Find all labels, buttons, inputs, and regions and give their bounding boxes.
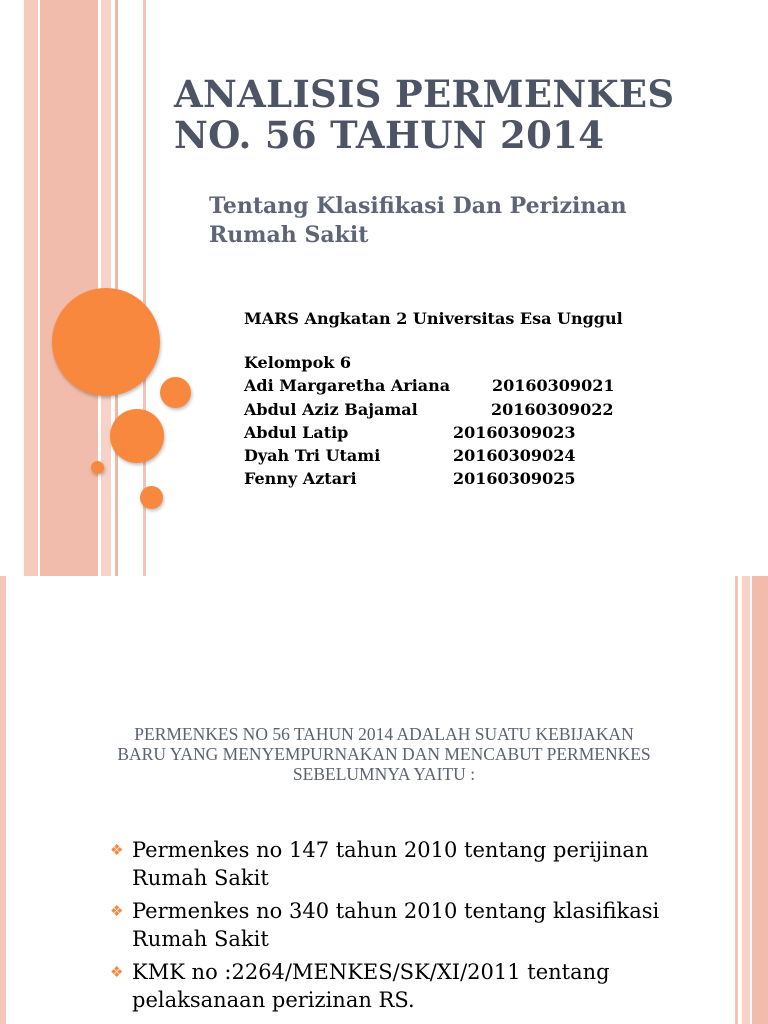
decor-stripe — [752, 576, 768, 1024]
member-nim: 20160309024 — [453, 446, 576, 466]
decor-stripe — [735, 576, 738, 1024]
decor-circle-tiny — [91, 461, 104, 474]
content-slide — [0, 576, 768, 1024]
member-name: Abdul Aziz Bajamal — [244, 399, 418, 419]
intro-line: SEBELUMNYA YAITU : — [292, 764, 476, 784]
member-name: Adi Margaretha Ariana — [244, 376, 451, 396]
intro-line: PERMENKES NO 56 TAHUN 2014 ADALAH SUATU KEBIJAKAN — [134, 724, 634, 744]
list-item-line: Rumah Sakit — [132, 927, 269, 951]
page-title — [174, 74, 674, 156]
member-row — [244, 421, 623, 444]
decor-stripe — [0, 576, 6, 1024]
member-nim: 20160309021 — [492, 376, 615, 396]
decor-circle-large — [52, 288, 160, 396]
regulation-list — [108, 836, 692, 1019]
member-row — [244, 398, 623, 421]
title-line: ANALISIS PERMENKES — [174, 72, 675, 116]
organization-label: MARS Angkatan 2 Universitas Esa Unggul — [244, 309, 623, 328]
diamond-bullet-icon: ❖ — [110, 963, 124, 981]
member-nim: 20160309022 — [491, 399, 614, 419]
diamond-bullet-icon: ❖ — [110, 902, 124, 920]
member-row — [244, 374, 623, 397]
member-name: Dyah Tri Utami — [244, 446, 381, 466]
decor-stripe — [742, 576, 750, 1024]
list-item — [108, 836, 692, 892]
subtitle-line: Tentang Klasifikasi Dan Perizinan — [209, 193, 627, 219]
decor-circle-medium — [110, 409, 164, 463]
member-name: Abdul Latip — [244, 422, 349, 442]
member-nim: 20160309023 — [453, 422, 576, 442]
page-subtitle — [209, 192, 627, 250]
member-row — [244, 467, 623, 490]
title-line: NO. 56 TAHUN 2014 — [174, 113, 605, 157]
member-nim: 20160309025 — [453, 469, 576, 489]
subtitle-line: Rumah Sakit — [209, 222, 369, 248]
intro-line: BARU YANG MENYEMPURNAKAN DAN MENCABUT PERMENKES — [117, 744, 651, 764]
list-item — [108, 958, 692, 1014]
list-item-line: pelaksanaan perizinan RS. — [132, 988, 415, 1012]
list-item-line: KMK no :2264/MENKES/SK/XI/2011 tentang — [132, 960, 610, 984]
group-label: Kelompok 6 — [244, 353, 352, 373]
decor-stripe — [40, 0, 98, 576]
decor-circle-small — [140, 486, 163, 509]
list-item-line: Rumah Sakit — [132, 866, 269, 890]
list-item-line: Permenkes no 147 tahun 2010 tentang perijinan — [132, 838, 649, 862]
member-name: Fenny Aztari — [244, 469, 357, 489]
list-item — [108, 897, 692, 953]
decor-circle-small — [160, 377, 191, 408]
decor-stripe — [24, 0, 38, 576]
member-row — [244, 444, 623, 467]
group-info — [244, 307, 623, 490]
list-item-line: Permenkes no 340 tahun 2010 tentang klasifikasi — [132, 899, 660, 923]
diamond-bullet-icon: ❖ — [110, 841, 124, 859]
intro-heading — [40, 724, 728, 784]
